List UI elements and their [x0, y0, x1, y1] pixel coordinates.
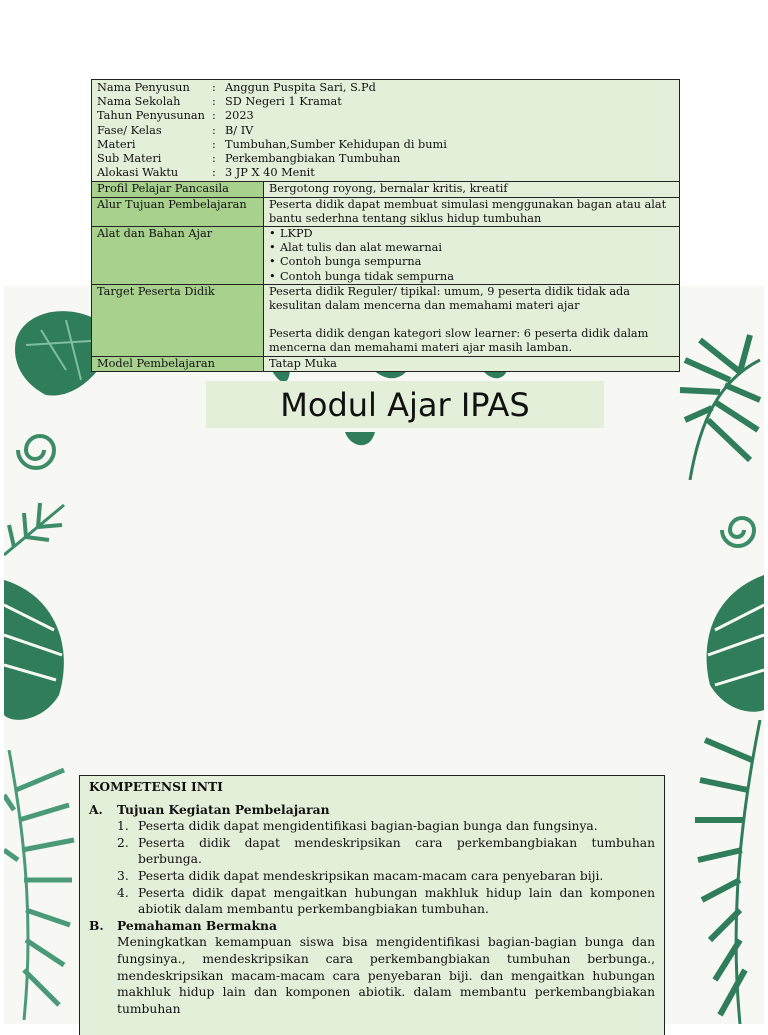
value: Anggun Puspita Sari, S.Pd: [225, 81, 376, 94]
row-label: Profil Pelajar Pancasila: [92, 182, 264, 196]
nama-sekolah-row: [97, 95, 674, 109]
list-item: • Contoh bunga sempurna: [269, 255, 674, 269]
row-value: Peserta didik dapat membuat simulasi menggunakan bagan atau alat bantu sederhna tentang siklus hidup tumbuhan: [264, 198, 679, 226]
list-item: • LKPD: [269, 227, 674, 241]
section-a-heading: [89, 802, 655, 819]
kompetensi-inti-box: [79, 775, 665, 1035]
value: 2023: [225, 109, 254, 123]
palm-leaf-icon: [4, 750, 79, 1020]
colon: :: [212, 166, 216, 180]
colon: :: [212, 81, 216, 94]
section-b-heading: [89, 918, 655, 935]
row-label: Target Peserta Didik: [92, 285, 264, 356]
value: Tumbuhan,Sumber Kehidupan di bumi: [225, 137, 447, 151]
list-item: [89, 835, 655, 868]
palm-leaf-icon: [690, 720, 764, 1024]
label: Nama Sekolah: [97, 95, 181, 109]
item-number: 4.: [117, 885, 129, 900]
label: Sub Materi: [97, 152, 162, 166]
section-heading: KOMPETENSI INTI: [89, 779, 223, 794]
sub-materi-row: [97, 152, 674, 166]
colon: :: [212, 109, 216, 123]
module-info-table: [91, 79, 680, 372]
value: 3 JP X 40 Menit: [225, 166, 315, 180]
item-text: Peserta didik dapat mengidentifikasi bagian-bagian bunga dan fungsinya.: [138, 819, 598, 834]
label: Fase/ Kelas: [97, 123, 162, 137]
target-slow-learner: Peserta didik dengan kategori slow learner: 6 peserta didik dalam mencerna dan memahami materi ajar masih lamban.: [269, 327, 649, 355]
row-label: Alur Tujuan Pembelajaran: [92, 198, 264, 226]
identity-block: [92, 80, 679, 182]
row-value: [264, 227, 679, 284]
colon: :: [212, 123, 216, 137]
alat-list: [269, 227, 674, 284]
model-row: [92, 357, 679, 371]
item-number: 1.: [117, 819, 129, 834]
section-title: Tujuan Kegiatan Pembelajaran: [117, 801, 330, 817]
section-marker: A.: [89, 801, 103, 817]
list-item: [89, 818, 655, 835]
tahun-row: [97, 109, 674, 123]
label: Tahun Penyusunan: [97, 109, 205, 123]
alokasi-row: [97, 166, 674, 180]
label: Nama Penyusun: [97, 81, 190, 94]
value: Perkembangbiakan Tumbuhan: [225, 152, 401, 166]
item-text: Peserta didik dapat mendeskripsikan macam-macam cara penyebaran biji.: [138, 868, 604, 883]
value: SD Negeri 1 Kramat: [225, 95, 342, 109]
fern-spiral-icon: [712, 500, 764, 560]
alur-row: [92, 198, 679, 227]
list-item: • Alat tulis dan alat mewarnai: [269, 241, 674, 255]
palm-leaf-icon: [4, 495, 74, 565]
value: B/ IV: [225, 123, 254, 137]
fern-spiral-icon: [6, 415, 66, 485]
target-regular: Peserta didik Reguler/ tipikal: umum, 9 peserta didik tidak ada kesulitan dalam mencerna dan memahami materi ajar: [269, 284, 631, 313]
row-value: [264, 285, 679, 356]
row-label: Model Pembelajaran: [92, 357, 264, 371]
monstera-leaf-icon: [4, 575, 74, 725]
row-value: Bergotong royong, bernalar kritis, kreatif: [264, 182, 679, 196]
row-value: Tatap Muka: [264, 357, 679, 371]
profil-row: [92, 182, 679, 197]
label: Alokasi Waktu: [97, 166, 179, 180]
colon: :: [212, 152, 216, 166]
item-text: Peserta didik dapat mendeskripsikan cara perkembangbiakan tumbuhan berbunga.: [138, 835, 655, 867]
section-title: Pemahaman Bermakna: [117, 917, 277, 933]
item-text: Peserta didik dapat mengaitkan hubungan makhluk hidup lain dan komponen abiotik dalam membantu perkembangbiakan tumbuhan.: [138, 885, 655, 917]
list-item: • Contoh bunga tidak sempurna: [269, 270, 674, 284]
target-row: [92, 285, 679, 357]
item-number: 2.: [117, 835, 129, 850]
fase-row: [97, 124, 674, 138]
tujuan-list: [89, 818, 655, 918]
list-item: [89, 868, 655, 885]
list-item: [89, 885, 655, 918]
section-marker: B.: [89, 917, 104, 933]
pemahaman-text: Meningkatkan kemampuan siswa bisa mengidentifikasi bagian-bagian bunga dan fungsinya., mendeskripsikan cara perkembangbiakan tumbuhan berbunga., mendeskripsikan macam-macam cara penyebaran biji. dan mengaitkan hubungan makhluk hidup lain dan komponen abiotik. dalam membantu perkembangbiakan tumbuhan: [117, 935, 655, 1016]
page-title: Modul Ajar IPAS: [206, 381, 604, 428]
item-number: 3.: [117, 868, 129, 883]
colon: :: [212, 95, 216, 109]
monstera-leaf-icon: [700, 575, 764, 715]
label: Materi: [97, 137, 136, 151]
row-label: Alat dan Bahan Ajar: [92, 227, 264, 284]
alat-row: [92, 227, 679, 285]
colon: :: [212, 137, 216, 151]
nama-penyusun-row: [97, 81, 674, 95]
materi-row: [97, 138, 674, 152]
